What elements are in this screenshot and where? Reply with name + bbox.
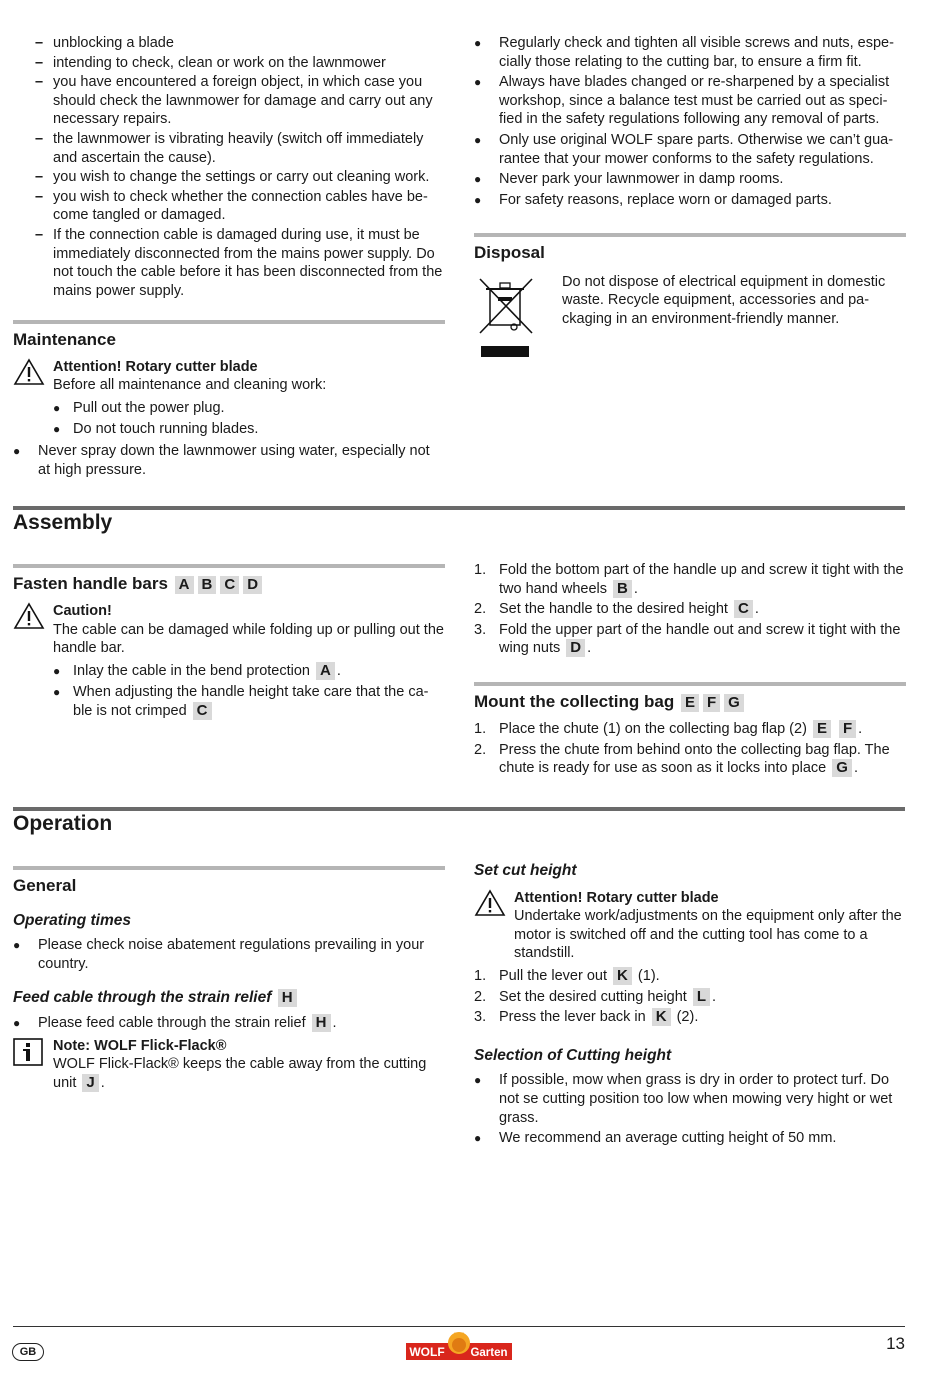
attention-text: Before all maintenance and cleaning work:: [53, 377, 327, 394]
divider: [13, 807, 905, 811]
assembly-steps: [474, 561, 906, 779]
list-item: ● Please check noise abatement regulations prevailing in your country.: [13, 936, 445, 973]
warning-triangle-icon: [474, 889, 506, 923]
list-item: ● For safety reasons, replace worn or damaged parts.: [474, 191, 906, 210]
figure-tag: H: [278, 989, 297, 1007]
figure-tag: L: [693, 988, 710, 1006]
step-suffix: (2).: [676, 1009, 699, 1026]
list-item: ● We recommend an average cutting height of 50 mm.: [474, 1129, 906, 1148]
figure-tag: C: [734, 600, 753, 618]
step-number: 2.: [474, 988, 487, 1005]
list-item: – intending to check, clean or work on the lawnmower: [13, 54, 445, 73]
note-body: WOLF Flick-Flack® keeps the cable away from the cutting unit: [53, 1056, 427, 1091]
step-text: Fold the upper part of the handle out and screw it tight with the wing nuts: [499, 621, 901, 657]
safety-bullet-list: [474, 34, 906, 209]
disposal-section: [474, 233, 906, 328]
caution-title: Caution!: [53, 603, 112, 619]
page-number: 13: [886, 1334, 905, 1353]
figure-tag: J: [82, 1074, 98, 1092]
item-text: Please feed cable through the strain relief: [38, 1014, 306, 1031]
list-item: [474, 741, 906, 778]
figure-tag: B: [613, 580, 632, 598]
figure-tag: A: [175, 576, 194, 594]
selection-title: Selection of Cutting height: [474, 1046, 672, 1064]
maintenance-attention: [13, 358, 445, 395]
figure-tag: G: [724, 694, 744, 712]
fasten-title: [13, 575, 445, 594]
divider: [474, 682, 906, 686]
attention-list: [13, 399, 445, 439]
cut-height-steps: [474, 967, 906, 1027]
divider: [13, 320, 445, 324]
step-number: 1.: [474, 562, 487, 578]
list-item: [13, 683, 445, 720]
feed-cable-title: [13, 989, 445, 1008]
cut-height-section: [474, 862, 906, 1149]
list-item: – unblocking a blade: [13, 34, 445, 53]
step-text: Fold the bottom part of the handle up and screw it tight with the two hand wheels: [499, 562, 904, 597]
step-suffix: .: [858, 720, 863, 737]
note-text: [53, 1055, 445, 1092]
step-text: Pull the lever out: [499, 967, 608, 984]
step-number: 2.: [474, 601, 487, 618]
wolf-garten-logo: [406, 1331, 512, 1361]
figure-tag: F: [839, 720, 856, 738]
list-item: ● Do not touch running blades.: [13, 420, 445, 439]
step-number: 1.: [474, 720, 487, 737]
cut-height-attention: [474, 889, 906, 963]
safety-dash-list: [13, 34, 445, 300]
step-suffix: .: [754, 601, 759, 618]
list-item: [474, 967, 906, 986]
list-item: [474, 988, 906, 1007]
divider: [13, 506, 905, 510]
figure-tag: C: [193, 702, 212, 720]
logo-right-text: Garten: [470, 1347, 508, 1359]
disposal-body: [474, 271, 906, 329]
flick-flack-note: [13, 1037, 445, 1093]
list-item: [474, 561, 906, 598]
divider: [13, 564, 445, 568]
step-text: Press the chute from behind onto the collecting bag flap. The chute is ready for use as soon as it locks into place: [499, 741, 890, 777]
list-item: [474, 720, 906, 739]
figure-tag: K: [652, 1008, 671, 1026]
step-text: Set the desired cutting height: [499, 988, 687, 1005]
list-item: [13, 662, 445, 681]
logo-left-text: WOLF: [409, 1345, 445, 1359]
safety-column-right: [474, 34, 906, 211]
list-item: ● Never spray down the lawnmower using water, especially not at high pressure.: [13, 442, 445, 479]
list-item: ● If possible, mow when grass is dry in order to protect turf. Do not se cutting position too low when mowing very hight or wet grass.: [474, 1071, 906, 1127]
step-number: 1.: [474, 967, 487, 984]
maintenance-title: Maintenance: [13, 330, 116, 349]
operating-times-title: Operating times: [13, 911, 131, 929]
note-suffix: .: [100, 1074, 105, 1091]
item-suffix: .: [332, 1014, 337, 1031]
step-number: 2.: [474, 741, 487, 758]
list-item: – you wish to check whether the connection cables have be-come tangled or damaged.: [13, 188, 445, 225]
list-item: ● Pull out the power plug.: [13, 399, 445, 418]
info-icon: [13, 1038, 43, 1072]
country-badge: GB: [12, 1343, 44, 1361]
figure-tag: K: [613, 967, 632, 985]
figure-tag: G: [832, 759, 852, 777]
figure-tag: H: [312, 1014, 331, 1032]
figure-tag: F: [703, 694, 720, 712]
list-item: [474, 1008, 906, 1027]
maintenance-list: [13, 442, 445, 479]
item-suffix: .: [336, 662, 341, 679]
warning-triangle-icon: [13, 602, 45, 636]
note-title: Note: WOLF Flick-Flack®: [53, 1037, 227, 1054]
step-text: Set the handle to the desired height: [499, 601, 728, 618]
fasten-handle-section: [13, 564, 445, 722]
list-item: [474, 621, 906, 658]
item-text: Inlay the cable in the bend protection: [73, 662, 310, 679]
list-item: [474, 600, 906, 619]
step-number: 3.: [474, 1009, 487, 1026]
handle-steps: [474, 561, 906, 658]
step-text: Press the lever back in: [499, 1009, 646, 1026]
bag-title-text: Mount the collecting bag: [474, 691, 675, 711]
caution-list: [13, 662, 445, 721]
footer-divider: [13, 1326, 905, 1327]
list-item: – If the connection cable is damaged during use, it must be immediately disconnected from the mains power supply. Do not touch the cable before it has been disconnected from the mains power supply.: [13, 226, 445, 300]
list-item: ● Only use original WOLF spare parts. Otherwise we can’t gua-rantee that your mower conforms to the safety regulations.: [474, 131, 906, 168]
cut-height-title: Set cut height: [474, 862, 577, 879]
caution-text: The cable can be damaged while folding up or pulling out the handle bar.: [53, 621, 444, 657]
crossed-out-wheelie-bin-icon: [476, 273, 536, 365]
step-suffix: (1).: [637, 967, 660, 984]
item-text: When adjusting the handle height take care that the ca-ble is not crimped: [73, 684, 429, 719]
step-text: Place the chute (1) on the collecting bag flap (2): [499, 720, 807, 737]
figure-tag: B: [198, 576, 217, 594]
assembly-title: Assembly: [13, 511, 113, 534]
collecting-bag-section: [474, 682, 906, 778]
operation-title: Operation: [13, 812, 113, 835]
list-item: [13, 1014, 445, 1033]
divider: [474, 233, 906, 237]
step-suffix: .: [587, 640, 592, 657]
attention-title: Attention! Rotary cutter blade: [53, 358, 258, 375]
list-item: – you wish to change the settings or carry out cleaning work.: [13, 168, 445, 187]
figure-tag: A: [316, 662, 335, 680]
list-item: – you have encountered a foreign object, in which case you should check the lawnmower for damage and carry out any necessary repairs.: [13, 73, 445, 129]
list-item: ● Always have blades changed or re-sharpened by a specialist workshop, since a balance test must be carried out as speci-fied in the safety regulations following any removal of parts.: [474, 73, 906, 129]
disposal-text: Do not dispose of electrical equipment in domestic waste. Recycle equipment, accessories and pa-ckaging in an environment-friendly manner.: [562, 273, 886, 327]
step-suffix: .: [712, 988, 717, 1005]
bag-steps: [474, 720, 906, 778]
figure-tag: D: [566, 639, 585, 657]
list-item: ● Regularly check and tighten all visible screws and nuts, espe-cially those relating to the cutting bar, to ensure a firm fit.: [474, 34, 906, 71]
step-number: 3.: [474, 621, 487, 638]
bag-title: [474, 693, 906, 712]
feed-cable-title-text: Feed cable through the strain relief: [13, 989, 272, 1007]
caution-note: [13, 602, 445, 658]
general-title: General: [13, 876, 77, 895]
maintenance-section: [13, 320, 445, 480]
figure-tag: D: [243, 576, 262, 594]
selection-list: [474, 1071, 906, 1147]
figure-tag: E: [813, 720, 831, 738]
step-suffix: .: [853, 760, 858, 777]
figure-tag: C: [220, 576, 239, 594]
warning-triangle-icon: [13, 358, 45, 392]
disposal-title: Disposal: [474, 243, 545, 262]
list-item: ● Never park your lawnmower in damp rooms.: [474, 170, 906, 189]
list-item: – the lawnmower is vibrating heavily (switch off immediately and ascertain the cause).: [13, 130, 445, 167]
fasten-title-text: Fasten handle bars: [13, 574, 168, 593]
attention-text: Undertake work/adjustments on the equipment only after the motor is switched off and the cutting tool has come to a standstill.: [514, 908, 902, 962]
general-section: [13, 866, 445, 1096]
attention-title: Attention! Rotary cutter blade: [514, 889, 719, 906]
safety-column-left: [13, 34, 445, 301]
step-suffix: .: [633, 580, 638, 597]
feed-cable-list: [13, 1014, 445, 1033]
divider: [13, 866, 445, 870]
operating-times-list: [13, 936, 445, 973]
figure-tag: E: [681, 694, 699, 712]
